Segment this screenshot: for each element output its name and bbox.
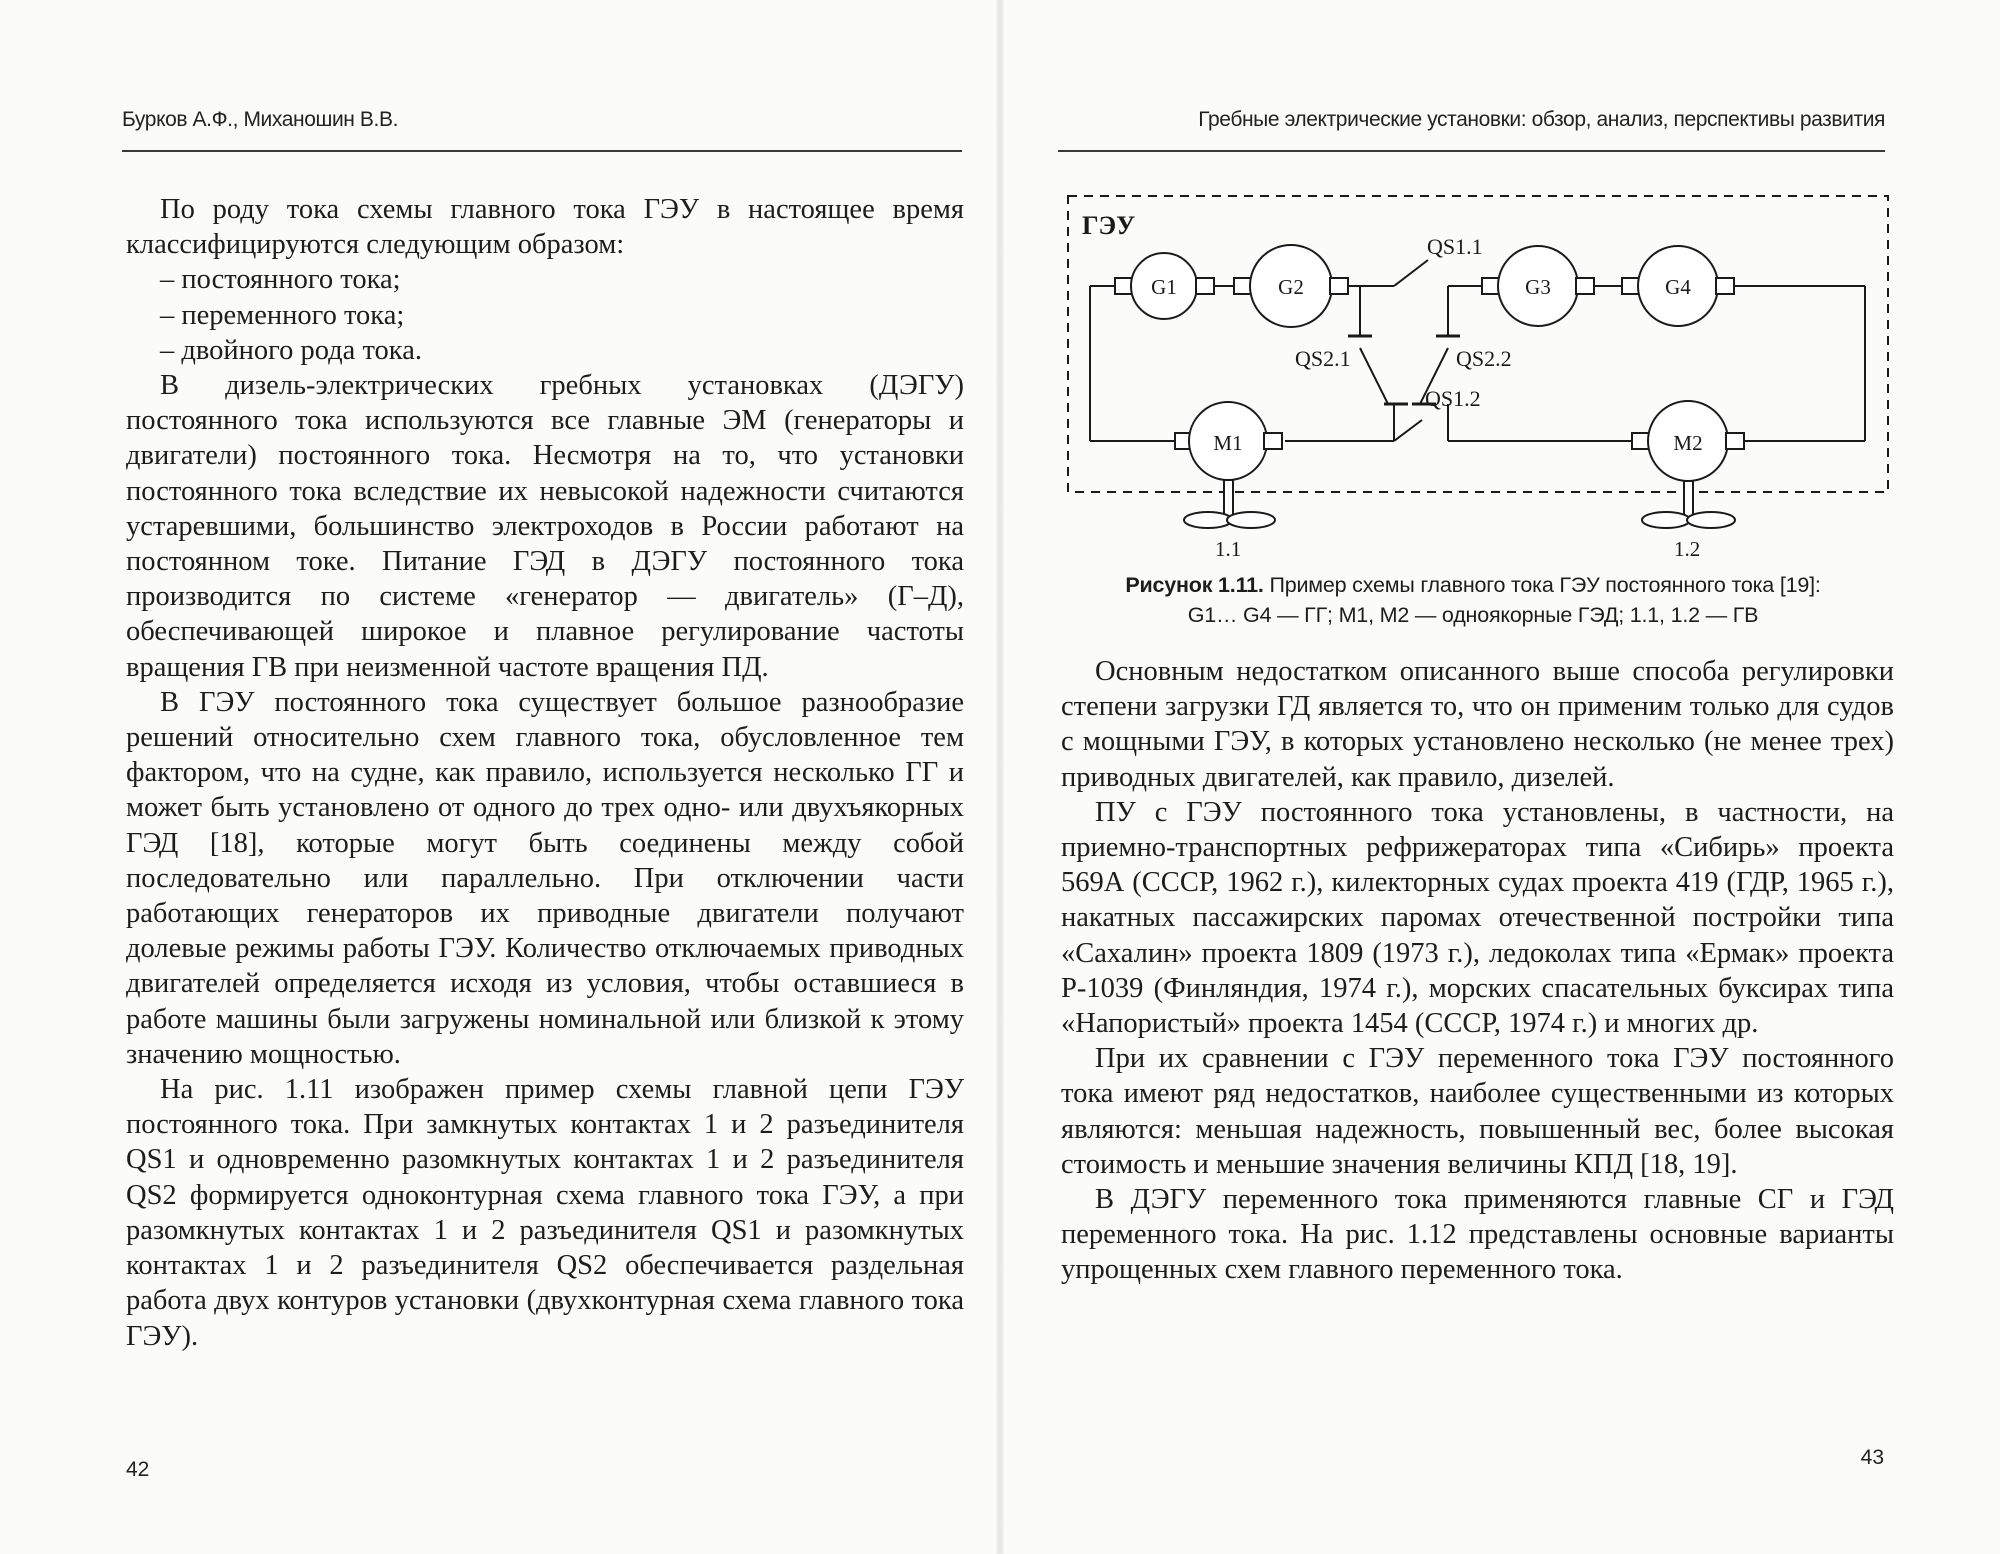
right-body-text	[1061, 654, 1894, 1288]
figure-caption	[1058, 570, 1888, 630]
propeller-1-1	[1184, 512, 1232, 528]
paragraph: В ГЭУ постоянного тока существует большое разнообразие решений относительно схем главного тока, обусловленное тем фактором, что на судне, как правило, используется несколько ГГ и может быть установлено от одного до трех одно- или двухъякорных ГЭД [18], которые могут быть соединены между собой последовательно или параллельно. При отключении части работающих генераторов их приводные двигатели получают долевые режимы работы ГЭУ. Количество отключаемых приводных двигателей определяется исходя из условия, чтобы оставшиеся в работе машины были загружены номинальной или близкой к этому значению мощностью.	[126, 686, 964, 1070]
switch-label: QS1.1	[1427, 234, 1483, 259]
running-head-authors: Бурков А.Ф., Миханошин В.В.	[122, 108, 399, 131]
paragraph: По роду тока схемы главного тока ГЭУ в настоящее время классифицируются следующим образом:	[126, 194, 964, 261]
header-rule	[1058, 150, 1885, 152]
header-rule	[122, 150, 962, 152]
running-head-title: Гребные электрические установки: обзор, анализ, перспективы развития	[1198, 108, 1885, 131]
paragraph: ПУ с ГЭУ постоянного тока установлены, в частности, на приемно-транспортных рефрижераторах типа «Сибирь» проекта 569А (СССР, 1962 г.), килекторных судах проекта 419 (ГДР, 1965 г.), накатных пассажирских паромах отечественной постройки типа «Сахалин» проекта 1809 (1973 г.), ледоколах типа «Ермак» проекта Р-1039 (Финляндия, 1974 г.), морских спасательных буксирах типа «Напористый» проекта 1454 (СССР, 1974 г.) и многих др.	[1061, 796, 1894, 1040]
propeller-label: 1.1	[1215, 537, 1242, 561]
motor-label: M1	[1213, 431, 1243, 455]
paragraph: При их сравнении с ГЭУ переменного тока ГЭУ постоянного тока имеют ряд недостатков, наиболее существенными из которых являются: меньшая надежность, повышенный вес, более высокая стоимость и меньшие значения величины КПД [18, 19].	[1061, 1043, 1894, 1180]
paragraph: В дизель-электрических гребных установках (ДЭГУ) постоянного тока используются все главные ЭМ (генераторы и двигатели) постоянного тока. Несмотря на то, что установки постоянного тока вследствие их невысокой надежности считаются устаревшими, большинство электроходов в России работают на постоянном токе. Питание ГЭД в ДЭГУ постоянного тока производится по системе «генератор — двигатель» (Г–Д), обеспечивающей широкое и плавное регулирование частоты вращения ГВ при неизменной частоте вращения ПД.	[126, 370, 964, 683]
switch-label: QS1.2	[1425, 386, 1481, 411]
frame-label: ГЭУ	[1082, 211, 1136, 240]
page-number-right: 43	[1860, 1446, 1884, 1469]
list-item: – переменного тока;	[160, 299, 405, 331]
generator-label: G3	[1525, 275, 1551, 299]
generator-label: G1	[1151, 275, 1177, 299]
list-item: – постоянного тока;	[160, 264, 401, 296]
left-body-text	[126, 192, 964, 1354]
page-number-left: 42	[126, 1458, 150, 1481]
motor-label: M2	[1673, 431, 1703, 455]
generator-label: G4	[1665, 275, 1691, 299]
switch-qs2-1	[1360, 348, 1388, 404]
paragraph: В ДЭГУ переменного тока применяются главные СГ и ГЭД переменного тока. На рис. 1.12 представлены основные варианты упрощенных схем главного переменного тока.	[1061, 1184, 1894, 1286]
switch-label: QS2.1	[1295, 346, 1351, 371]
caption-number: Рисунок 1.11.	[1125, 573, 1264, 597]
propeller-label: 1.2	[1674, 537, 1701, 561]
switch-qs1-1	[1394, 260, 1428, 286]
circuit-diagram-figure	[1060, 188, 1890, 566]
generator-label: G2	[1278, 275, 1304, 299]
right-page	[1000, 0, 2000, 1554]
switch-label: QS2.2	[1456, 346, 1512, 371]
caption-text: Пример схемы главного тока ГЭУ постоянного тока [19]:	[1269, 573, 1821, 597]
paragraph: Основным недостатком описанного выше способа регулировки степени загрузки ГД является то, что он применим только для судов с мощными ГЭУ, в которых установлено несколько (не менее трех) приводных двигателей, как правило, дизелей.	[1061, 656, 1894, 793]
caption-legend: G1… G4 — ГГ; М1, М2 — одноякорные ГЭД; 1.1, 1.2 — ГВ	[1187, 603, 1759, 627]
list-item: – двойного рода тока.	[160, 334, 422, 366]
circuit-diagram	[1060, 188, 1890, 566]
propeller-1-2	[1642, 512, 1690, 528]
switch-qs1-2	[1394, 420, 1422, 441]
paragraph: На рис. 1.11 изображен пример схемы главной цепи ГЭУ постоянного тока. При замкнутых контактах 1 и 2 разъединителя QS1 и одновременно разомкнутых контактах 1 и 2 разъединителя QS2 формируется одноконтурная схема главного тока ГЭУ, а при разомкнутых контактах 1 и 2 разъединителя QS1 и разомкнутых контактах 1 и 2 разъединителя QS2 обеспечивается раздельная работа двух контуров установки (двухконтурная схема главного тока ГЭУ).	[126, 1074, 964, 1352]
